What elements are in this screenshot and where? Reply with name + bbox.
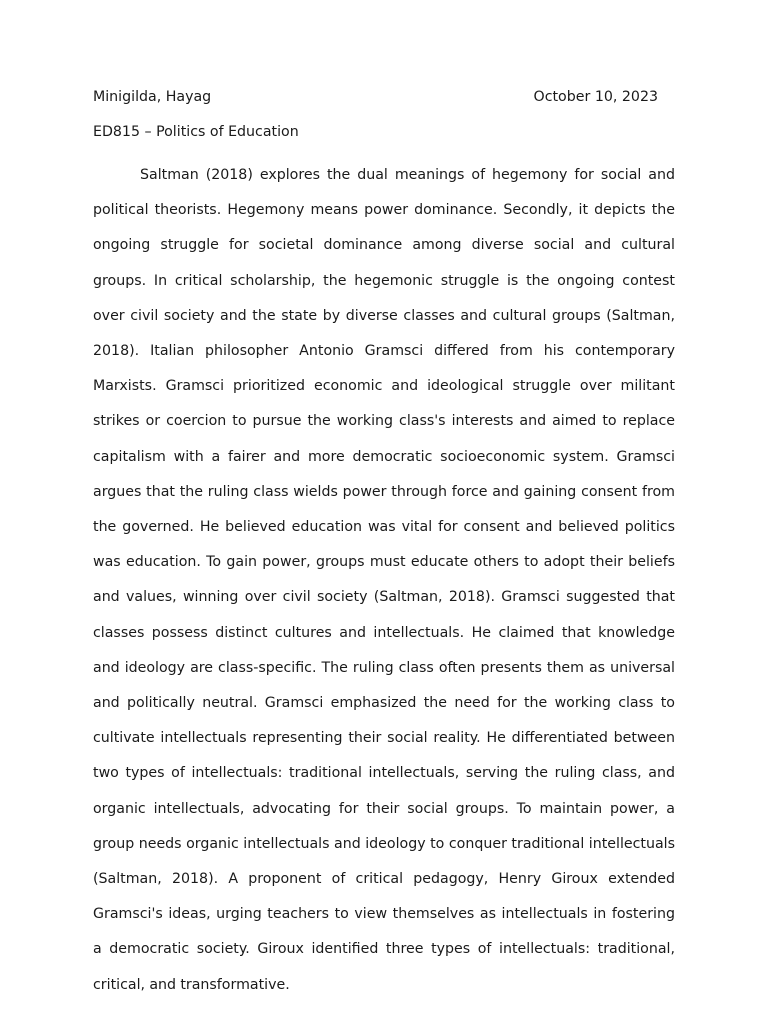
body-paragraph: Saltman (2018) explores the dual meanings of hegemony for social and political theorists. Hegemony means power dominance. Secondly, it depicts the ongoing struggle for societal dominance among diverse social and cultural groups. In critical scholarship, the hegemonic struggle is the ongoing contest over civil society and the state by diverse classes and cultural groups (Saltman, 2018). Italian philosopher Antonio Gramsci differed from his contemporary Marxists. Gramsci prioritized economic and ideological struggle over militant strikes or coercion to pursue the working class's interests and aimed to replace capitalism with a fairer and more democratic socioeconomic system. Gramsci argues that the ruling class wields power through force and gaining consent from the governed. He believed education was vital for consent and believed politics was education. To gain power, groups must educate others to adopt their beliefs and values, winning over civil society (Saltman, 2018). Gramsci suggested that classes possess distinct cultures and intellectuals. He claimed that knowledge and ideology are class-specific. The ruling class often presents them as universal and politically neutral. Gramsci emphasized the need for the working class to cultivate intellectuals representing their social reality. He differentiated between two types of intellectuals: traditional intellectuals, serving the ruling class, and organic intellectuals, advocating for their social groups. To maintain power, a group needs organic intellectuals and ideology to conquer traditional intellectuals (Saltman, 2018). A proponent of critical pedagogy, Henry Giroux extended Gramsci's ideas, urging teachers to view themselves as intellectuals in fostering a democratic society. Giroux identified three types of intellectuals: traditional, critical, and transformative. (93, 167, 675, 993)
course-title: ED815 – Politics of Education (93, 124, 299, 140)
author-name: Minigilda, Hayag (93, 89, 212, 105)
document-date: October 10, 2023 (533, 89, 658, 105)
document-header (93, 87, 658, 107)
